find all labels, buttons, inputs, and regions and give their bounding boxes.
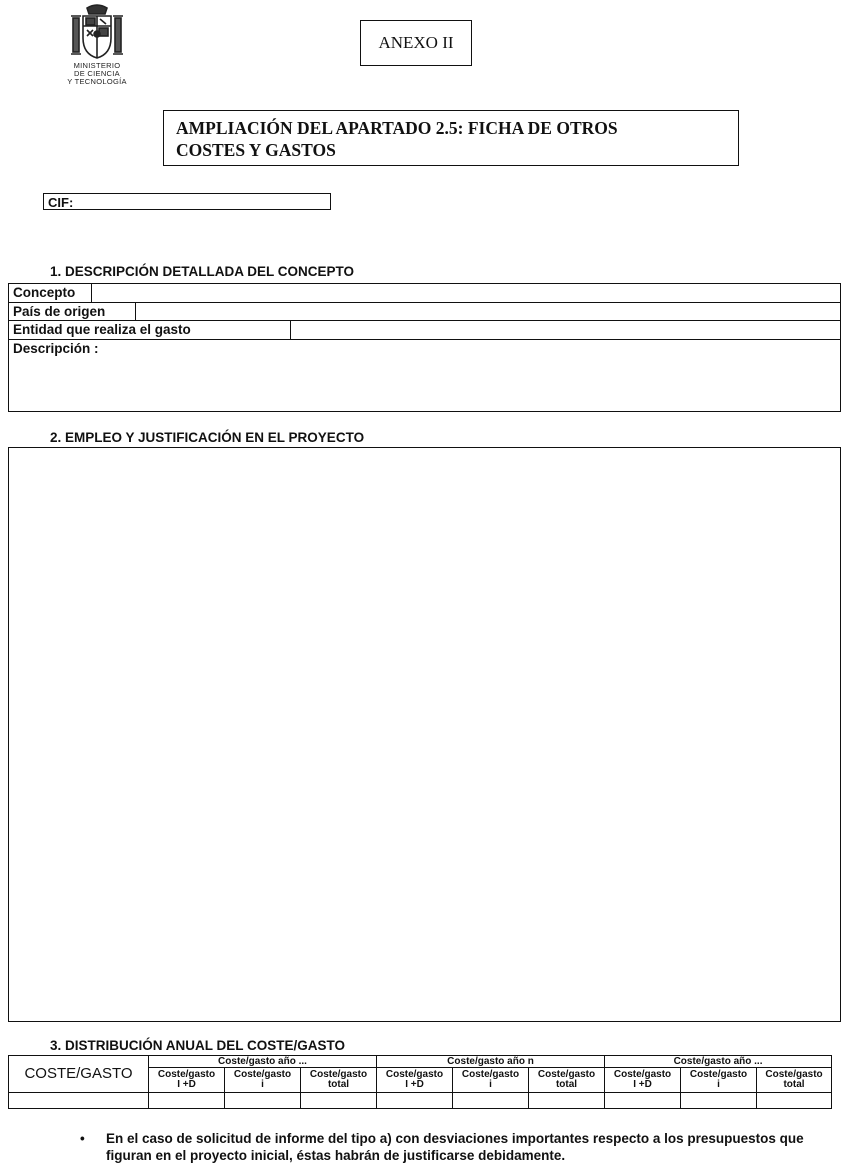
ministry-name-line3: Y TECNOLOGÍA: [67, 77, 127, 86]
section3-table: [8, 1055, 832, 1109]
ministry-name-line1: MINISTERIO: [73, 61, 121, 70]
row-descripcion[interactable]: [9, 340, 840, 411]
ministry-name-line2: DE CIENCIA: [74, 69, 120, 78]
row-divider: [91, 284, 92, 302]
row-divider: [290, 321, 291, 339]
section1-heading: 1. DESCRIPCIÓN DETALLADA DEL CONCEPTO: [50, 264, 355, 279]
annex-label: ANEXO II: [360, 20, 472, 66]
footnote-text: En el caso de solicitud de informe del tipo a) con desviaciones importantes respecto a los presupuestos que figuran en el proyecto inicial, éstas habrán de justificarse debidamente.: [106, 1131, 804, 1163]
value-cell[interactable]: [377, 1093, 453, 1109]
concepto-label: Concepto: [13, 285, 76, 300]
section1-table: [8, 283, 841, 412]
document-title: [163, 110, 739, 166]
row-concepto[interactable]: [9, 284, 840, 303]
footnote: [80, 1130, 820, 1164]
section2-heading: 2. EMPLEO Y JUSTIFICACIÓN EN EL PROYECTO: [50, 430, 365, 445]
bullet-icon: •: [80, 1131, 85, 1146]
title-line1: AMPLIACIÓN DEL APARTADO 2.5: FICHA DE OTROS: [176, 118, 618, 138]
coat-of-arms-icon: [65, 4, 129, 62]
subcol-i-header: Coste/gasto i: [453, 1068, 529, 1093]
value-cell[interactable]: [605, 1093, 681, 1109]
subcol-total-header: Coste/gasto total: [529, 1068, 605, 1093]
row-divider: [135, 303, 136, 320]
title-line2: COSTES Y GASTOS: [176, 140, 336, 160]
value-cell[interactable]: [225, 1093, 301, 1109]
ministry-logo: [52, 4, 142, 90]
subcol-i-header: Coste/gasto i: [225, 1068, 301, 1093]
row-entidad[interactable]: [9, 321, 840, 340]
section3-heading: 3. DISTRIBUCIÓN ANUAL DEL COSTE/GASTO: [50, 1038, 346, 1053]
year-header-3: Coste/gasto año ...: [605, 1056, 832, 1068]
year-header-2: Coste/gasto año n: [377, 1056, 605, 1068]
descripcion-label: Descripción :: [13, 341, 99, 356]
value-cell[interactable]: [757, 1093, 832, 1109]
subcol-id-header: Coste/gasto I +D: [605, 1068, 681, 1093]
subcol-total-header: Coste/gasto total: [757, 1068, 832, 1093]
value-cell[interactable]: [149, 1093, 225, 1109]
cif-field[interactable]: CIF:: [43, 193, 331, 210]
subcol-id-header: Coste/gasto I +D: [149, 1068, 225, 1093]
section2-textarea[interactable]: [8, 447, 841, 1022]
value-cell[interactable]: [301, 1093, 377, 1109]
year-header-1: Coste/gasto año ...: [149, 1056, 377, 1068]
value-cell[interactable]: [529, 1093, 605, 1109]
entidad-label: Entidad que realiza el gasto: [13, 322, 191, 337]
subcol-i-header: Coste/gasto i: [681, 1068, 757, 1093]
value-cell[interactable]: [9, 1093, 149, 1109]
subcol-total-header: Coste/gasto total: [301, 1068, 377, 1093]
value-cell[interactable]: [453, 1093, 529, 1109]
value-cell[interactable]: [681, 1093, 757, 1109]
subcol-id-header: Coste/gasto I +D: [377, 1068, 453, 1093]
row-pais-origen[interactable]: [9, 303, 840, 321]
coste-gasto-label: COSTE/GASTO: [9, 1056, 149, 1093]
pais-origen-label: País de origen: [13, 304, 106, 319]
